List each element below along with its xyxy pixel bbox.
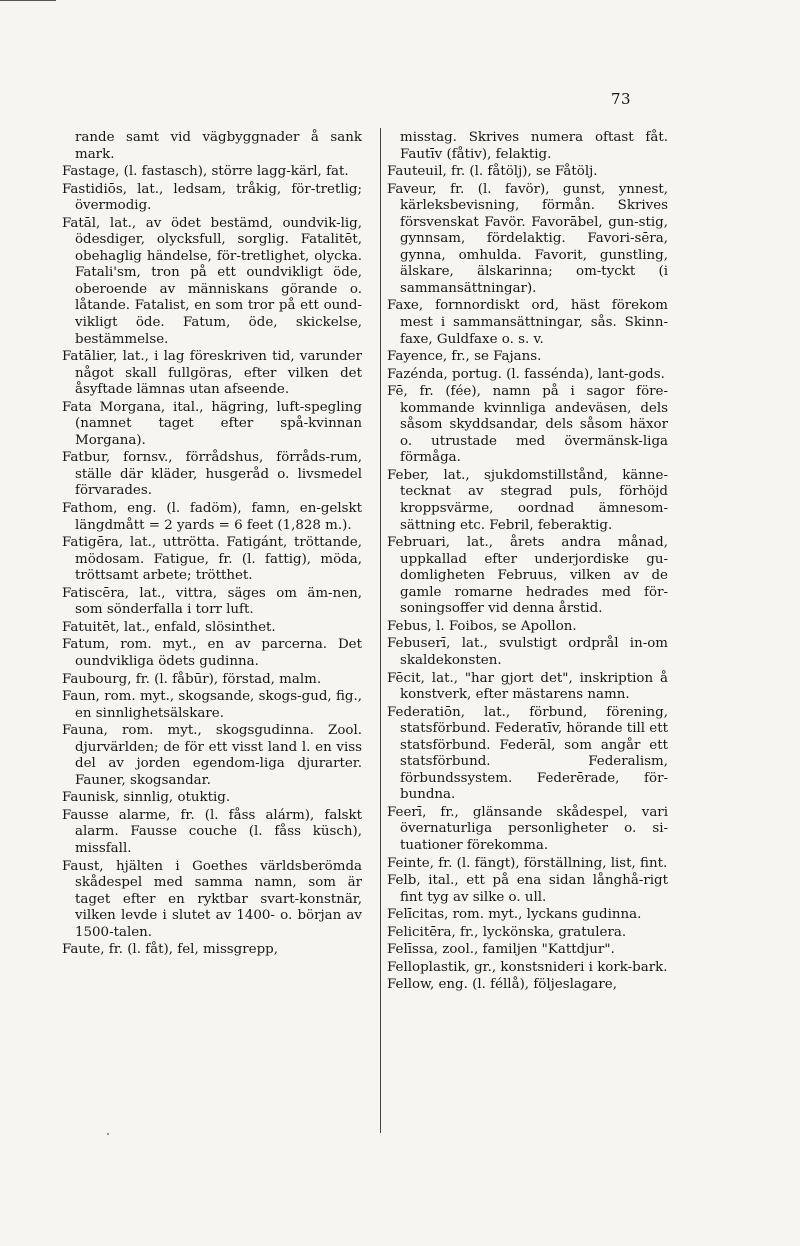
dictionary-entry: Fē, fr. (fée), namn på i sagor före-kommande kvinnliga andeväsen, dels såsom skyddsandar, dels såsom häxor o. utrustade med övermänsk-liga förmåga. bbox=[387, 384, 668, 466]
dictionary-entry: Federatiōn, lat., förbund, förening, statsförbund. Federatīv, hörande till ett statsförbund. Federāl, som angår ett statsförbund. Federalism, förbundssystem. Federērade, för-bundna. bbox=[387, 704, 668, 803]
dictionary-entry: Fastage, (l. fastasch), större lagg-kärl, fat. bbox=[62, 164, 349, 180]
dictionary-entry: Faute, fr. (l. fåt), fel, missgrepp, bbox=[62, 942, 278, 958]
dictionary-entry: Faxe, fornnordiskt ord, häst förekom mest i sammansättningar, sås. Skinn-faxe, Guldfaxe o. s. v. bbox=[387, 298, 668, 347]
dictionary-entry: Fazénda, portug. (l. fasséndа), lant-gods. bbox=[387, 366, 665, 382]
dictionary-entry: Felīssa, zool., familjen "Kattdjur". bbox=[387, 942, 615, 958]
ink-speck bbox=[107, 1133, 109, 1135]
dictionary-entry: Fauna, rom. myt., skogsgudinna. Zool. djurvärlden; de för ett visst land l. en viss del av jorden egendom-liga djurarter. Fauner, skogsandar. bbox=[62, 723, 362, 788]
dictionary-entry: Faubourg, fr. (l. fåbūr), förstad, malm. bbox=[62, 671, 322, 687]
dictionary-entry: Fēcit, lat., "har gjort det", inskription å konstverk, efter mästarens namn. bbox=[387, 670, 668, 703]
column-divider bbox=[380, 128, 381, 1133]
top-edge-rule bbox=[0, 0, 56, 1]
dictionary-entry: Felicitēra, fr., lyckönska, gratulera. bbox=[387, 924, 627, 940]
dictionary-entry: misstag. Skrives numera oftast fåt. Fautīv (fåtiv), felaktig. bbox=[400, 130, 668, 162]
dictionary-entry: Fausse alarme, fr. (l. fåss alárm), falskt alarm. Fausse couche (l. fåss küsch), missfall. bbox=[62, 807, 362, 856]
dictionary-entry: Fatāl, lat., av ödet bestämd, oundvik-lig, ödesdiger, olycksfull, sorglig. Fatalitēt, obehaglig händelse, för-tretlighet, olycka. Fatali'sm, tron på ett oundvikligt öde, oberoende av människans görande o. låtande. Fatalist, en som tror på ett ound-vikligt öde. Fatum, öde, skickelse, bestämmelse. bbox=[62, 215, 362, 347]
dictionary-entry: Febuserī, lat., svulstigt ordprål in-om skaldekonsten. bbox=[387, 636, 668, 668]
dictionary-entry: Faunisk, sinnlig, otuktig. bbox=[62, 790, 231, 806]
dictionary-entry: Felīcitas, rom. myt., lyckans gudinna. bbox=[387, 907, 642, 923]
dictionary-entry: Feerī, fr., glänsande skådespel, vari övernaturliga personligheter o. si-tuationer förekomma. bbox=[387, 804, 668, 853]
dictionary-entry: Fata Morgana, ital., hägring, luft-spegling (namnet taget efter spå-kvinnan Morgana). bbox=[62, 399, 362, 448]
dictionary-entry: Felloplastik, gr., konstsnideri i kork-bark. bbox=[387, 959, 668, 975]
dictionary-entry: Fatuitēt, lat., enfald, slösinthet. bbox=[62, 619, 276, 635]
dictionary-entry: Fellow, eng. (l. féllå), följeslagare, bbox=[387, 977, 617, 993]
dictionary-entry: Fayence, fr., se Fajans. bbox=[387, 349, 542, 365]
dictionary-entry: Feinte, fr. (l. fängt), förställning, list, fint. bbox=[387, 855, 668, 871]
dictionary-entry: Fatigēra, lat., uttrötta. Fatigánt, tröttande, mödosam. Fatigue, fr. (l. fattig), möda, tröttsamt arbete; trötthet. bbox=[62, 535, 362, 584]
dictionary-entry: Fatiscēra, lat., vittra, säges om äm-nen, som sönderfalla i torr luft. bbox=[62, 585, 362, 618]
dictionary-entry: Felb, ital., ett på ena sidan långhå-rigt fint tyg av silke o. ull. bbox=[387, 873, 668, 905]
dictionary-entry: Februari, lat., årets andra månad, uppkallad efter underjordiske gu-domligheten Februus, vilken av de gamle romarne hedrades med för-soningsoffer vid denna årstid. bbox=[387, 535, 668, 617]
dictionary-entry: Faveur, fr. (l. favör), gunst, ynnest, kärleksbevisning, förmån. Skrives försvenskat Favör. Favorābel, gun-stig, gynnsam, fördelaktig. Favori-sēra, gynna, omhulda. Favorit, gunstling, älskare, älskarinna; om-tyckt (i sammansättningar). bbox=[387, 181, 668, 296]
dictionary-entry: Feber, lat., sjukdomstillstånd, känne-tecknat av stegrad puls, förhöjd kroppsvärme, oordnad ämnesom-sättning etc. Febril, feberaktig. bbox=[387, 467, 668, 533]
dictionary-entry: rande samt vid vägbyggnader å sank mark. bbox=[75, 130, 362, 162]
dictionary-entry: Fatbur, fornsv., förrådshus, förråds-rum, ställe där kläder, husgeråd o. livsmedel förvarades. bbox=[62, 450, 362, 499]
dictionary-entry: Fatum, rom. myt., en av parcerna. Det oundvikliga ödets gudinna. bbox=[62, 637, 362, 669]
dictionary-entry: Faun, rom. myt., skogsande, skogs-gud, fig., en sinnlighetsälskare. bbox=[62, 689, 362, 721]
right-column bbox=[387, 130, 668, 995]
page-number: 73 bbox=[611, 90, 632, 108]
dictionary-entry: Fauteuil, fr. (l. fåtölj), se Fåtölj. bbox=[387, 164, 598, 180]
dictionary-entry: Fastidiōs, lat., ledsam, tråkig, för-tretlig; övermodig. bbox=[62, 181, 362, 214]
dictionary-entry: Faust, hjälten i Goethes världsberömda skådespel med samma namn, som är taget efter en ryktbar svart-konstnär, vilken levde i slutet av 1400- o. början av 1500-talen. bbox=[62, 858, 362, 940]
dictionary-entry: Fathom, eng. (l. fadöm), famn, en-gelskt längdmått = 2 yards = 6 feet (1,828 m.). bbox=[62, 501, 362, 533]
dictionary-entry: Febus, l. Foibos, se Apollon. bbox=[387, 618, 577, 634]
dictionary-entry: Fatālier, lat., i lag föreskriven tid, varunder något skall fullgöras, efter vilken det åsyftade lämnas utan afseende. bbox=[62, 349, 362, 398]
left-column bbox=[62, 130, 362, 960]
